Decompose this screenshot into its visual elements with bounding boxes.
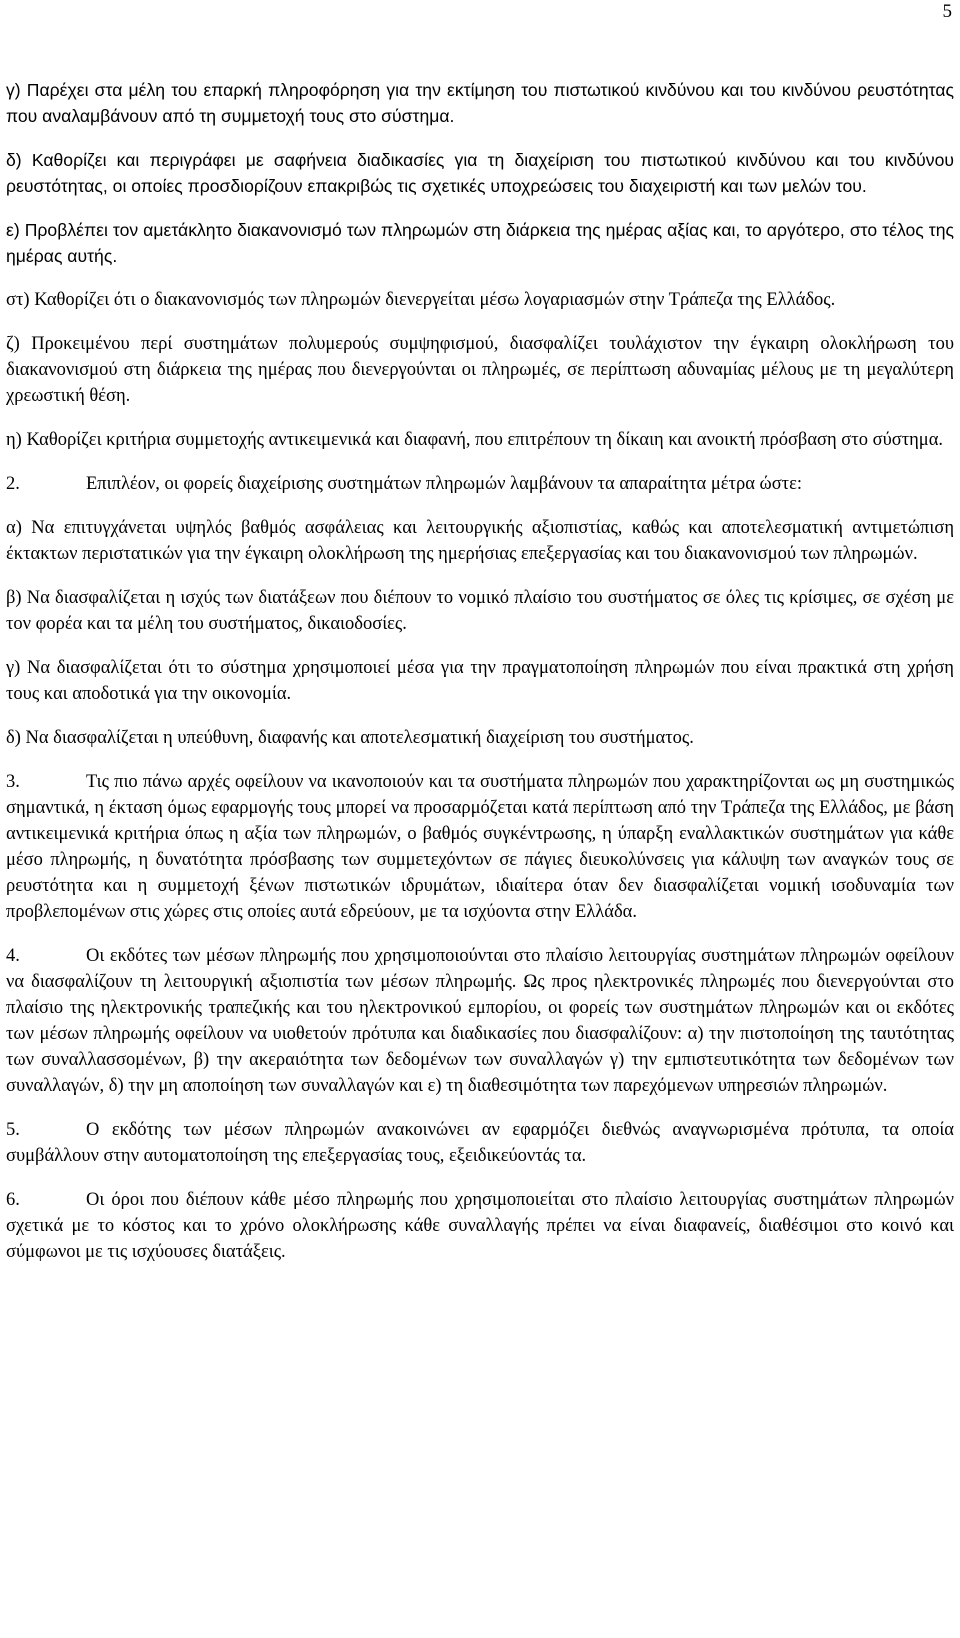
section-2-item-delta: δ) Να διασφαλίζεται η υπεύθυνη, διαφανής και αποτελεσματική διαχείριση του συστήματος. — [6, 728, 694, 748]
section-6-text: Οι όροι που διέπουν κάθε μέσο πληρωμής που χρησιμοποιείται στο πλαίσιο λειτουργίας συστημάτων πληρωμών σχετικά με το κόστος και το χρόνο ολοκλήρωσης κάθε συναλλαγής πρέπει να είναι διαφανείς, διαθέσιμοι στο κοινό και σύμφωνοι με τις ισχύουσες διατάξεις. — [6, 1190, 954, 1262]
section-2-item-alpha: α) Να επιτυγχάνεται υψηλός βαθμός ασφάλειας και λειτουργικής αξιοπιστίας, καθώς και αποτελεσματική αντιμετώπιση έκτακτων περιστατικών για την έγκαιρη ολοκλήρωση της ημερήσιας επεξεργασίας και του διακανονισμού των πληρωμών. — [6, 518, 954, 564]
section-2-item-beta: β) Να διασφαλίζεται η ισχύς των διατάξεων που διέπουν το νομικό πλαίσιο του συστήματος σε όλες τις κρίσιμες, σε σχέση με τον φορέα και τα μέλη του συστήματος, δικαιοδοσίες. — [6, 588, 954, 634]
section-2 — [6, 471, 954, 497]
section-2-number: 2. — [6, 474, 20, 494]
paragraph-delta: δ) Καθορίζει και περιγράφει με σαφήνεια διαδικασίες για τη διαχείριση του πιστωτικού κινδύνου και του κινδύνου ρευστότητας, οι οποίες προσδιορίζουν επακριβώς τις σχετικές υποχρεώσεις του διαχειριστή και των μελών του. — [6, 150, 954, 196]
section-4-text: Οι εκδότες των μέσων πληρωμής που χρησιμοποιούνται στο πλαίσιο λειτουργίας συστημάτων πληρωμών οφείλουν να διασφαλίζουν τη λειτουργική αξιοπιστία των μέσων πληρωμής. Ως προς ηλεκτρονικές πληρωμές που διενεργούνται στο πλαίσιο της ηλεκτρονικής τραπεζικής και του ηλεκτρονικού εμπορίου, οι φορείς των συστημάτων πληρωμών και οι εκδότες των μέσων πληρωμής οφείλουν να υιοθετούν πρότυπα και διαδικασίες που διασφαλίζουν: α) την πιστοποίηση της ταυτότητας των συναλλασσομένων, β) την ακεραιότητα των δεδομένων των συναλλαγών γ) την εμπιστευτικότητα των δεδομένων των συναλλαγών, δ) την μη αποποίηση των συναλλαγών και ε) τη διαθεσιμότητα των παρεχόμενων υπηρεσιών πληρωμών. — [6, 946, 954, 1096]
paragraph-epsilon: ε) Προβλέπει τον αμετάκλητο διακανονισμό των πληρωμών στη διάρκεια της ημέρας αξίας και, το αργότερο, στο τέλος της ημέρας αυτής. — [6, 220, 954, 266]
document-body — [6, 77, 954, 1283]
page-number: 5 — [942, 1, 952, 22]
section-5 — [6, 1117, 954, 1169]
section-3 — [6, 769, 954, 925]
paragraph-st: στ) Καθορίζει ότι ο διακανονισμός των πληρωμών διενεργείται μέσω λογαριασμών στην Τράπεζα της Ελλάδος. — [6, 290, 836, 310]
section-6-number: 6. — [6, 1190, 20, 1210]
section-6 — [6, 1187, 954, 1265]
section-4 — [6, 943, 954, 1099]
section-2-text: Επιπλέον, οι φορείς διαχείρισης συστημάτων πληρωμών λαμβάνουν τα απαραίτητα μέτρα ώστε: — [86, 474, 803, 494]
paragraph-eta: η) Καθορίζει κριτήρια συμμετοχής αντικειμενικά και διαφανή, που επιτρέπουν τη δίκαιη και ανοικτή πρόσβαση στο σύστημα. — [6, 430, 944, 450]
section-5-number: 5. — [6, 1120, 20, 1140]
section-3-text: Τις πιο πάνω αρχές οφείλουν να ικανοποιούν και τα συστήματα πληρωμών που χαρακτηρίζονται ως μη συστημικώς σημαντικά, η έκταση όμως εφαρμογής τους μπορεί να προσαρμόζεται κατά περίπτωση από την Τράπεζα της Ελλάδος, με βάση αντικειμενικά κριτήρια όπως η αξία των πληρωμών, ο βαθμός συγκέντρωσης, η ύπαρξη εναλλακτικών συστημάτων για κάθε μέσο πληρωμής, η δυνατότητα πρόσβασης των συμμετεχόντων σε πάγιες διευκολύνσεις για κάλυψη των αναγκών τους σε ρευστότητα και η συμμετοχή ξένων πιστωτικών ιδρυμάτων, ιδιαίτερα όταν δεν διασφαλίζεται νομική ισοδυναμία των προβλεπομένων στις χώρες στις οποίες αυτά εδρεύουν, με τα ισχύοντα στην Ελλάδα. — [6, 772, 954, 922]
paragraph-zeta: ζ) Προκειμένου περί συστημάτων πολυμερούς συμψηφισμού, διασφαλίζει τουλάχιστον την έγκαιρη ολοκλήρωση του διακανονισμού στη διάρκεια της ημέρας που διενεργούνται οι πληρωμές, σε περίπτωση αδυναμίας μέλους με τη μεγαλύτερη χρεωστική θέση. — [6, 334, 954, 406]
section-5-text: Ο εκδότης των μέσων πληρωμών ανακοινώνει αν εφαρμόζει διεθνώς αναγνωρισμένα πρότυπα, τα οποία συμβάλλουν στην αυτοματοποίηση της επεξεργασίας τους, εξειδικεύοντάς τα. — [6, 1120, 954, 1166]
section-3-number: 3. — [6, 772, 20, 792]
paragraph-gamma: γ) Παρέχει στα μέλη του επαρκή πληροφόρηση για την εκτίμηση του πιστωτικού κινδύνου και του κινδύνου ρευστότητας που αναλαμβάνουν από τη συμμετοχή τους στο σύστημα. — [6, 80, 954, 126]
section-4-number: 4. — [6, 946, 20, 966]
section-2-item-gamma: γ) Να διασφαλίζεται ότι το σύστημα χρησιμοποιεί μέσα για την πραγματοποίηση πληρωμών που είναι πρακτικά στη χρήση τους και αποδοτικά για την οικονομία. — [6, 658, 954, 704]
